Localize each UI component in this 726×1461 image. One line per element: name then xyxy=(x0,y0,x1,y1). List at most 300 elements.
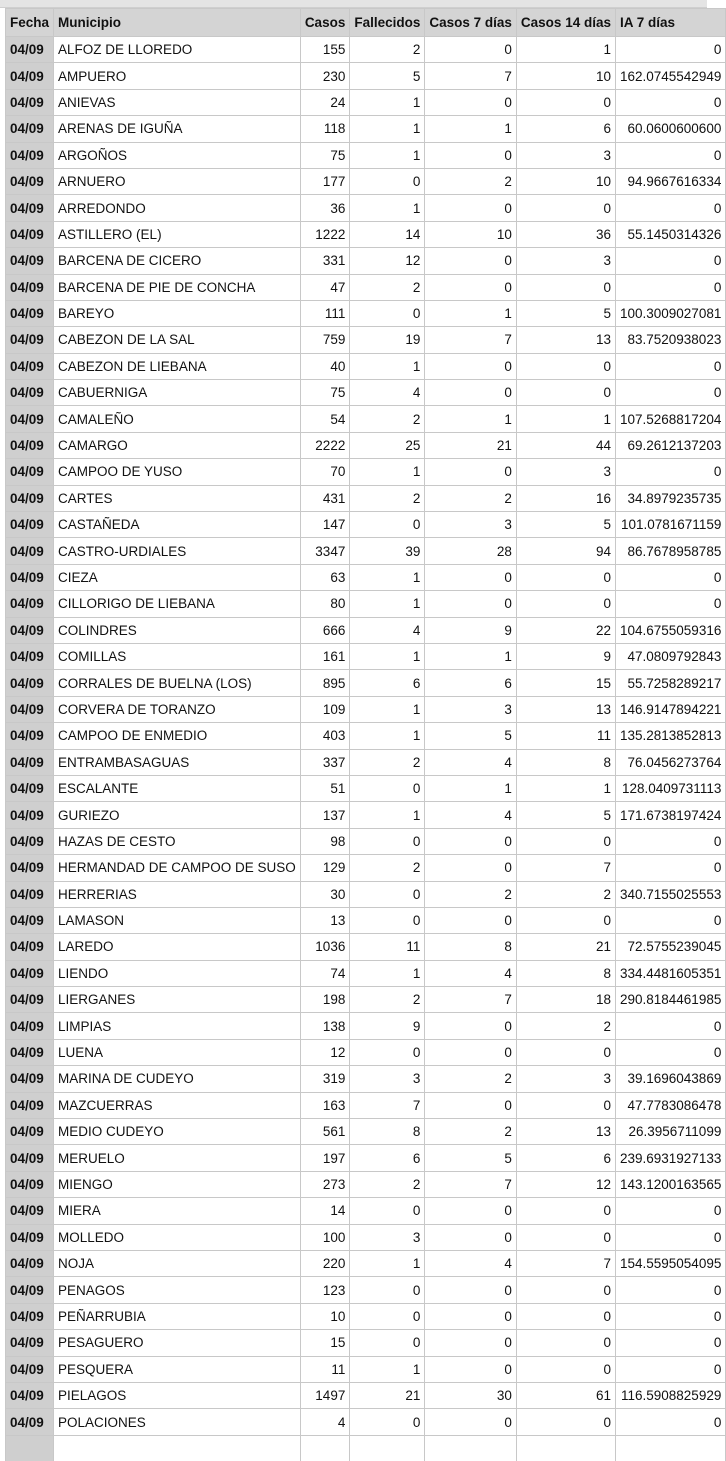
cell-casos-14-dias[interactable]: 2 xyxy=(516,1013,615,1039)
cell-casos-7-dias[interactable]: 2 xyxy=(425,1119,517,1145)
cell-casos-7-dias[interactable]: 3 xyxy=(425,512,517,538)
cell-fecha[interactable]: 04/09 xyxy=(6,406,54,432)
cell-casos-14-dias[interactable]: 0 xyxy=(516,274,615,300)
cell-casos[interactable]: 155 xyxy=(300,37,350,63)
header-casos[interactable]: Casos xyxy=(300,9,350,37)
cell-ia-7-dias[interactable]: 86.7678958785 xyxy=(615,538,725,564)
cell-fecha[interactable]: 04/09 xyxy=(6,934,54,960)
cell-municipio[interactable]: BARCENA DE PIE DE CONCHA xyxy=(54,274,301,300)
cell-fallecidos[interactable]: 1 xyxy=(350,960,425,986)
cell-casos[interactable]: 895 xyxy=(300,670,350,696)
cell-municipio[interactable]: CAMPOO DE ENMEDIO xyxy=(54,723,301,749)
cell-casos[interactable]: 98 xyxy=(300,828,350,854)
cell-casos-14-dias[interactable]: 0 xyxy=(516,591,615,617)
cell-fecha[interactable]: 04/09 xyxy=(6,432,54,458)
cell-casos-7-dias[interactable]: 28 xyxy=(425,538,517,564)
cell-fecha[interactable]: 04/09 xyxy=(6,274,54,300)
cell-casos-14-dias[interactable]: 22 xyxy=(516,617,615,643)
cell-fallecidos[interactable]: 2 xyxy=(350,274,425,300)
cell-casos-7-dias[interactable]: 0 xyxy=(425,353,517,379)
cell-municipio[interactable]: MOLLEDO xyxy=(54,1224,301,1250)
cell-casos-14-dias[interactable]: 3 xyxy=(516,248,615,274)
cell-casos[interactable]: 36 xyxy=(300,195,350,221)
cell-casos-14-dias[interactable]: 6 xyxy=(516,116,615,142)
cell-casos-14-dias[interactable]: 0 xyxy=(516,1277,615,1303)
cell-fallecidos[interactable]: 39 xyxy=(350,538,425,564)
cell-casos-7-dias[interactable]: 0 xyxy=(425,1013,517,1039)
cell-municipio[interactable]: ANIEVAS xyxy=(54,89,301,115)
cell-fecha[interactable]: 04/09 xyxy=(6,1382,54,1408)
cell-casos[interactable]: 111 xyxy=(300,300,350,326)
cell-casos-7-dias[interactable]: 1 xyxy=(425,300,517,326)
cell-casos[interactable]: 10 xyxy=(300,1303,350,1329)
cell-casos-7-dias[interactable]: 0 xyxy=(425,274,517,300)
cell-ia-7-dias[interactable]: 0 xyxy=(615,564,725,590)
cell-casos[interactable]: 3347 xyxy=(300,538,350,564)
cell-fallecidos[interactable]: 1 xyxy=(350,116,425,142)
cell-ia-7-dias[interactable]: 0 xyxy=(615,248,725,274)
cell-fecha[interactable]: 04/09 xyxy=(6,591,54,617)
cell-fallecidos[interactable]: 3 xyxy=(350,1224,425,1250)
cell-casos-14-dias[interactable]: 44 xyxy=(516,432,615,458)
cell-fallecidos[interactable]: 0 xyxy=(350,881,425,907)
cell-fallecidos[interactable]: 2 xyxy=(350,1171,425,1197)
cell-fecha[interactable]: 04/09 xyxy=(6,987,54,1013)
cell-casos-14-dias[interactable]: 0 xyxy=(516,1409,615,1435)
cell-casos-7-dias[interactable]: 9 xyxy=(425,617,517,643)
cell-casos-7-dias[interactable]: 2 xyxy=(425,485,517,511)
cell-ia-7-dias[interactable]: 162.0745542949 xyxy=(615,63,725,89)
cell-casos-7-dias[interactable]: 0 xyxy=(425,1330,517,1356)
cell-fecha[interactable]: 04/09 xyxy=(6,1224,54,1250)
cell-municipio[interactable]: CAMPOO DE YUSO xyxy=(54,459,301,485)
cell-municipio[interactable]: HERRERIAS xyxy=(54,881,301,907)
cell-casos[interactable]: 123 xyxy=(300,1277,350,1303)
cell-casos-7-dias[interactable]: 0 xyxy=(425,1198,517,1224)
cell-ia-7-dias[interactable]: 69.2612137203 xyxy=(615,432,725,458)
cell-casos-14-dias[interactable]: 11 xyxy=(516,723,615,749)
cell-casos[interactable]: 319 xyxy=(300,1066,350,1092)
cell-fallecidos[interactable]: 14 xyxy=(350,221,425,247)
cell-fecha[interactable]: 04/09 xyxy=(6,749,54,775)
cell-ia-7-dias[interactable]: 0 xyxy=(615,855,725,881)
cell-casos-14-dias[interactable]: 3 xyxy=(516,142,615,168)
cell-municipio[interactable]: CORVERA DE TORANZO xyxy=(54,696,301,722)
cell-municipio[interactable]: CASTRO-URDIALES xyxy=(54,538,301,564)
cell-fecha[interactable]: 04/09 xyxy=(6,37,54,63)
cell-casos-7-dias[interactable]: 5 xyxy=(425,723,517,749)
cell-municipio[interactable]: PESAGUERO xyxy=(54,1330,301,1356)
cell-municipio[interactable]: GURIEZO xyxy=(54,802,301,828)
cell-municipio[interactable]: MIENGO xyxy=(54,1171,301,1197)
cell-fallecidos[interactable]: 1 xyxy=(350,696,425,722)
cell-casos-14-dias[interactable]: 0 xyxy=(516,1330,615,1356)
cell-casos[interactable]: 63 xyxy=(300,564,350,590)
cell-casos-7-dias[interactable]: 4 xyxy=(425,960,517,986)
cell-casos[interactable]: 30 xyxy=(300,881,350,907)
cell-fallecidos[interactable]: 19 xyxy=(350,327,425,353)
cell-fecha[interactable]: 04/09 xyxy=(6,195,54,221)
cell-fecha[interactable]: 04/09 xyxy=(6,617,54,643)
cell-fallecidos[interactable]: 1 xyxy=(350,195,425,221)
cell-ia-7-dias[interactable]: 60.0600600600 xyxy=(615,116,725,142)
cell-municipio[interactable]: PESQUERA xyxy=(54,1356,301,1382)
cell-fecha[interactable]: 04/09 xyxy=(6,327,54,353)
cell-casos-14-dias[interactable]: 7 xyxy=(516,1250,615,1276)
cell-ia-7-dias[interactable]: 0 xyxy=(615,380,725,406)
cell-municipio[interactable]: CABEZON DE LA SAL xyxy=(54,327,301,353)
cell-casos-7-dias[interactable]: 0 xyxy=(425,459,517,485)
cell-casos[interactable]: 337 xyxy=(300,749,350,775)
cell-casos[interactable]: 11 xyxy=(300,1356,350,1382)
cell-municipio[interactable]: AMPUERO xyxy=(54,63,301,89)
cell-casos[interactable]: 666 xyxy=(300,617,350,643)
cell-ia-7-dias[interactable]: 0 xyxy=(615,1013,725,1039)
cell-fecha[interactable]: 04/09 xyxy=(6,1119,54,1145)
cell-ia-7-dias[interactable]: 0 xyxy=(615,1198,725,1224)
cell-casos-14-dias[interactable]: 0 xyxy=(516,380,615,406)
cell-ia-7-dias[interactable]: 26.3956711099 xyxy=(615,1119,725,1145)
cell-casos[interactable]: 54 xyxy=(300,406,350,432)
cell-casos[interactable]: 74 xyxy=(300,960,350,986)
header-ia-7-dias[interactable]: IA 7 días xyxy=(615,9,725,37)
cell-municipio[interactable]: CAMALEÑO xyxy=(54,406,301,432)
cell-casos-14-dias[interactable]: 0 xyxy=(516,1224,615,1250)
cell-fecha[interactable]: 04/09 xyxy=(6,1145,54,1171)
cell-casos-14-dias[interactable]: 7 xyxy=(516,855,615,881)
cell-ia-7-dias[interactable]: 0 xyxy=(615,89,725,115)
cell-municipio[interactable]: CABUERNIGA xyxy=(54,380,301,406)
cell-fecha[interactable]: 04/09 xyxy=(6,485,54,511)
cell-casos-7-dias[interactable]: 7 xyxy=(425,1171,517,1197)
cell-casos-14-dias[interactable]: 61 xyxy=(516,1382,615,1408)
cell-ia-7-dias[interactable]: 0 xyxy=(615,1224,725,1250)
cell-casos[interactable]: 24 xyxy=(300,89,350,115)
cell-fecha[interactable]: 04/09 xyxy=(6,802,54,828)
cell-casos-7-dias[interactable]: 21 xyxy=(425,432,517,458)
cell-municipio[interactable]: HERMANDAD DE CAMPOO DE SUSO xyxy=(54,855,301,881)
cell-casos-14-dias[interactable]: 15 xyxy=(516,670,615,696)
cell-ia-7-dias[interactable]: 334.4481605351 xyxy=(615,960,725,986)
cell-casos-14-dias[interactable]: 0 xyxy=(516,828,615,854)
cell-municipio[interactable]: LIMPIAS xyxy=(54,1013,301,1039)
cell-casos-7-dias[interactable]: 4 xyxy=(425,802,517,828)
cell-ia-7-dias[interactable]: 55.7258289217 xyxy=(615,670,725,696)
cell-municipio[interactable]: LUENA xyxy=(54,1039,301,1065)
cell-fecha[interactable]: 04/09 xyxy=(6,353,54,379)
cell-casos-14-dias[interactable]: 0 xyxy=(516,1198,615,1224)
cell-fallecidos[interactable]: 0 xyxy=(350,1277,425,1303)
cell-casos[interactable]: 14 xyxy=(300,1198,350,1224)
cell-municipio[interactable]: CORRALES DE BUELNA (LOS) xyxy=(54,670,301,696)
cell-casos-7-dias[interactable]: 0 xyxy=(425,142,517,168)
cell-fecha[interactable]: 04/09 xyxy=(6,1250,54,1276)
cell-casos[interactable]: 12 xyxy=(300,1039,350,1065)
cell-casos[interactable]: 75 xyxy=(300,142,350,168)
cell-municipio[interactable]: CABEZON DE LIEBANA xyxy=(54,353,301,379)
cell-fecha[interactable]: 04/09 xyxy=(6,380,54,406)
cell-municipio[interactable]: ASTILLERO (EL) xyxy=(54,221,301,247)
cell-ia-7-dias[interactable]: 239.6931927133 xyxy=(615,1145,725,1171)
cell-fallecidos[interactable]: 0 xyxy=(350,1330,425,1356)
cell-fallecidos[interactable]: 1 xyxy=(350,142,425,168)
cell-fecha[interactable]: 04/09 xyxy=(6,248,54,274)
cell-fallecidos[interactable]: 2 xyxy=(350,37,425,63)
cell-fallecidos[interactable]: 21 xyxy=(350,1382,425,1408)
cell-fecha[interactable]: 04/09 xyxy=(6,670,54,696)
cell-municipio[interactable]: ARNUERO xyxy=(54,168,301,194)
cell-casos-7-dias[interactable]: 1 xyxy=(425,406,517,432)
cell-casos[interactable]: 163 xyxy=(300,1092,350,1118)
cell-casos-14-dias[interactable]: 18 xyxy=(516,987,615,1013)
cell-municipio[interactable]: PIELAGOS xyxy=(54,1382,301,1408)
cell-fecha[interactable]: 04/09 xyxy=(6,1013,54,1039)
cell-ia-7-dias[interactable]: 0 xyxy=(615,1356,725,1382)
cell-casos-7-dias[interactable]: 10 xyxy=(425,221,517,247)
cell-municipio[interactable]: ARREDONDO xyxy=(54,195,301,221)
cell-casos-7-dias[interactable]: 0 xyxy=(425,1409,517,1435)
cell-casos-7-dias[interactable]: 4 xyxy=(425,1250,517,1276)
cell-casos-7-dias[interactable]: 0 xyxy=(425,1224,517,1250)
cell-fallecidos[interactable]: 0 xyxy=(350,512,425,538)
cell-ia-7-dias[interactable]: 0 xyxy=(615,353,725,379)
cell-casos-7-dias[interactable]: 7 xyxy=(425,327,517,353)
cell-casos-14-dias[interactable]: 10 xyxy=(516,63,615,89)
cell-fecha[interactable]: 04/09 xyxy=(6,1171,54,1197)
cell-fecha[interactable]: 04/09 xyxy=(6,1066,54,1092)
cell-ia-7-dias[interactable]: 47.0809792843 xyxy=(615,643,725,669)
cell-municipio[interactable]: LIENDO xyxy=(54,960,301,986)
cell-casos-7-dias[interactable]: 2 xyxy=(425,1066,517,1092)
cell-casos[interactable]: 198 xyxy=(300,987,350,1013)
cell-casos-14-dias[interactable]: 94 xyxy=(516,538,615,564)
cell-municipio[interactable]: BAREYO xyxy=(54,300,301,326)
cell-ia-7-dias[interactable]: 0 xyxy=(615,142,725,168)
cell-municipio[interactable]: MAZCUERRAS xyxy=(54,1092,301,1118)
cell-ia-7-dias[interactable]: 0 xyxy=(615,195,725,221)
cell-casos-7-dias[interactable]: 1 xyxy=(425,116,517,142)
cell-fallecidos[interactable]: 1 xyxy=(350,459,425,485)
cell-ia-7-dias[interactable]: 0 xyxy=(615,1277,725,1303)
cell-fallecidos[interactable]: 11 xyxy=(350,934,425,960)
cell-municipio[interactable]: PENAGOS xyxy=(54,1277,301,1303)
cell-casos[interactable]: 80 xyxy=(300,591,350,617)
cell-fecha[interactable]: 04/09 xyxy=(6,564,54,590)
cell-ia-7-dias[interactable]: 0 xyxy=(615,1303,725,1329)
cell-fallecidos[interactable]: 0 xyxy=(350,1198,425,1224)
cell-municipio[interactable]: LIERGANES xyxy=(54,987,301,1013)
cell-fallecidos[interactable]: 0 xyxy=(350,1039,425,1065)
cell-casos-7-dias[interactable]: 4 xyxy=(425,749,517,775)
cell-fecha[interactable]: 04/09 xyxy=(6,881,54,907)
cell-fecha[interactable]: 04/09 xyxy=(6,1356,54,1382)
cell-ia-7-dias[interactable]: 100.3009027081 xyxy=(615,300,725,326)
cell-fallecidos[interactable]: 2 xyxy=(350,749,425,775)
cell-casos-7-dias[interactable]: 0 xyxy=(425,855,517,881)
cell-casos[interactable]: 147 xyxy=(300,512,350,538)
cell-ia-7-dias[interactable]: 340.7155025553 xyxy=(615,881,725,907)
cell-fallecidos[interactable]: 4 xyxy=(350,380,425,406)
cell-fecha[interactable]: 04/09 xyxy=(6,512,54,538)
cell-casos-7-dias[interactable]: 0 xyxy=(425,1277,517,1303)
cell-ia-7-dias[interactable]: 76.0456273764 xyxy=(615,749,725,775)
cell-ia-7-dias[interactable]: 94.9667616334 xyxy=(615,168,725,194)
cell-casos-7-dias[interactable]: 7 xyxy=(425,987,517,1013)
cell-ia-7-dias[interactable]: 0 xyxy=(615,37,725,63)
cell-casos-14-dias[interactable]: 8 xyxy=(516,749,615,775)
cell-ia-7-dias[interactable]: 154.5595054095 xyxy=(615,1250,725,1276)
cell-fecha[interactable]: 04/09 xyxy=(6,1303,54,1329)
cell-ia-7-dias[interactable]: 143.1200163565 xyxy=(615,1171,725,1197)
cell-casos[interactable]: 1222 xyxy=(300,221,350,247)
cell-casos-14-dias[interactable]: 1 xyxy=(516,775,615,801)
cell-fallecidos[interactable]: 3 xyxy=(350,1066,425,1092)
cell-casos-7-dias[interactable]: 0 xyxy=(425,828,517,854)
cell-casos[interactable]: 51 xyxy=(300,775,350,801)
cell-casos[interactable]: 273 xyxy=(300,1171,350,1197)
cell-fallecidos[interactable]: 12 xyxy=(350,248,425,274)
cell-casos-7-dias[interactable]: 5 xyxy=(425,1145,517,1171)
cell-municipio[interactable]: MERUELO xyxy=(54,1145,301,1171)
cell-fallecidos[interactable]: 1 xyxy=(350,723,425,749)
cell-casos-7-dias[interactable]: 0 xyxy=(425,89,517,115)
cell-fallecidos[interactable]: 1 xyxy=(350,643,425,669)
cell-casos[interactable]: 177 xyxy=(300,168,350,194)
cell-fallecidos[interactable]: 5 xyxy=(350,63,425,89)
cell-casos-7-dias[interactable]: 2 xyxy=(425,168,517,194)
cell-fecha[interactable]: 04/09 xyxy=(6,907,54,933)
cell-casos-14-dias[interactable]: 0 xyxy=(516,195,615,221)
cell-municipio[interactable]: NOJA xyxy=(54,1250,301,1276)
cell-municipio[interactable]: LAMASON xyxy=(54,907,301,933)
cell-casos-14-dias[interactable]: 3 xyxy=(516,459,615,485)
cell-municipio[interactable]: PEÑARRUBIA xyxy=(54,1303,301,1329)
cell-ia-7-dias[interactable]: 128.0409731113 xyxy=(615,775,725,801)
cell-casos-7-dias[interactable]: 0 xyxy=(425,37,517,63)
cell-fecha[interactable]: 04/09 xyxy=(6,1409,54,1435)
cell-casos-14-dias[interactable]: 5 xyxy=(516,300,615,326)
header-fecha[interactable]: Fecha xyxy=(6,9,54,37)
cell-casos-14-dias[interactable]: 0 xyxy=(516,1356,615,1382)
cell-fecha[interactable]: 04/09 xyxy=(6,89,54,115)
cell-ia-7-dias[interactable]: 72.5755239045 xyxy=(615,934,725,960)
cell-fecha[interactable]: 04/09 xyxy=(6,300,54,326)
cell-municipio[interactable]: LAREDO xyxy=(54,934,301,960)
cell-fallecidos[interactable]: 2 xyxy=(350,406,425,432)
cell-municipio[interactable]: COMILLAS xyxy=(54,643,301,669)
cell-casos-7-dias[interactable]: 0 xyxy=(425,1039,517,1065)
cell-fecha[interactable]: 04/09 xyxy=(6,828,54,854)
cell-casos-14-dias[interactable]: 5 xyxy=(516,512,615,538)
cell-casos-14-dias[interactable]: 13 xyxy=(516,327,615,353)
cell-ia-7-dias[interactable]: 39.1696043869 xyxy=(615,1066,725,1092)
cell-fecha[interactable]: 04/09 xyxy=(6,775,54,801)
cell-casos[interactable]: 109 xyxy=(300,696,350,722)
cell-fecha[interactable]: 04/09 xyxy=(6,643,54,669)
cell-municipio[interactable]: ARGOÑOS xyxy=(54,142,301,168)
cell-casos-14-dias[interactable]: 0 xyxy=(516,907,615,933)
cell-fallecidos[interactable]: 0 xyxy=(350,828,425,854)
cell-fallecidos[interactable]: 0 xyxy=(350,775,425,801)
cell-fecha[interactable]: 04/09 xyxy=(6,63,54,89)
cell-casos-14-dias[interactable]: 1 xyxy=(516,406,615,432)
cell-fecha[interactable]: 04/09 xyxy=(6,855,54,881)
cell-casos[interactable]: 118 xyxy=(300,116,350,142)
cell-fallecidos[interactable]: 2 xyxy=(350,987,425,1013)
cell-fecha[interactable]: 04/09 xyxy=(6,960,54,986)
header-casos-7-dias[interactable]: Casos 7 días xyxy=(425,9,517,37)
cell-fecha[interactable]: 04/09 xyxy=(6,696,54,722)
cell-municipio[interactable]: POLACIONES xyxy=(54,1409,301,1435)
cell-casos-14-dias[interactable]: 0 xyxy=(516,89,615,115)
cell-municipio[interactable]: ENTRAMBASAGUAS xyxy=(54,749,301,775)
cell-casos[interactable]: 13 xyxy=(300,907,350,933)
cell-casos[interactable]: 47 xyxy=(300,274,350,300)
cell-municipio[interactable]: ALFOZ DE LLOREDO xyxy=(54,37,301,63)
cell-fallecidos[interactable]: 1 xyxy=(350,1356,425,1382)
cell-casos-7-dias[interactable]: 0 xyxy=(425,564,517,590)
cell-fallecidos[interactable]: 0 xyxy=(350,168,425,194)
cell-fallecidos[interactable]: 1 xyxy=(350,1250,425,1276)
cell-ia-7-dias[interactable]: 0 xyxy=(615,828,725,854)
cell-ia-7-dias[interactable]: 0 xyxy=(615,1039,725,1065)
cell-ia-7-dias[interactable]: 116.5908825929 xyxy=(615,1382,725,1408)
cell-ia-7-dias[interactable]: 104.6755059316 xyxy=(615,617,725,643)
cell-fallecidos[interactable]: 1 xyxy=(350,564,425,590)
cell-municipio[interactable]: BARCENA DE CICERO xyxy=(54,248,301,274)
cell-casos[interactable]: 70 xyxy=(300,459,350,485)
cell-fallecidos[interactable]: 25 xyxy=(350,432,425,458)
cell-municipio[interactable]: MIERA xyxy=(54,1198,301,1224)
header-fallecidos[interactable]: Fallecidos xyxy=(350,9,425,37)
cell-fallecidos[interactable]: 1 xyxy=(350,591,425,617)
cell-casos-14-dias[interactable]: 3 xyxy=(516,1066,615,1092)
cell-municipio[interactable]: ARENAS DE IGUÑA xyxy=(54,116,301,142)
cell-casos[interactable]: 759 xyxy=(300,327,350,353)
cell-ia-7-dias[interactable]: 47.7783086478 xyxy=(615,1092,725,1118)
cell-municipio[interactable]: CARTES xyxy=(54,485,301,511)
cell-ia-7-dias[interactable]: 135.2813852813 xyxy=(615,723,725,749)
cell-ia-7-dias[interactable]: 0 xyxy=(615,459,725,485)
cell-municipio[interactable]: CILLORIGO DE LIEBANA xyxy=(54,591,301,617)
cell-fallecidos[interactable]: 9 xyxy=(350,1013,425,1039)
cell-fallecidos[interactable]: 2 xyxy=(350,485,425,511)
cell-casos[interactable]: 4 xyxy=(300,1409,350,1435)
cell-municipio[interactable]: ESCALANTE xyxy=(54,775,301,801)
cell-fecha[interactable]: 04/09 xyxy=(6,168,54,194)
cell-ia-7-dias[interactable]: 0 xyxy=(615,274,725,300)
cell-casos-14-dias[interactable]: 2 xyxy=(516,881,615,907)
cell-fecha[interactable]: 04/09 xyxy=(6,142,54,168)
cell-fecha[interactable]: 04/09 xyxy=(6,723,54,749)
cell-casos[interactable]: 220 xyxy=(300,1250,350,1276)
cell-fallecidos[interactable]: 0 xyxy=(350,907,425,933)
cell-fallecidos[interactable]: 0 xyxy=(350,1303,425,1329)
cell-fecha[interactable]: 04/09 xyxy=(6,1092,54,1118)
cell-fecha[interactable]: 04/09 xyxy=(6,1198,54,1224)
cell-casos-14-dias[interactable]: 0 xyxy=(516,1039,615,1065)
cell-ia-7-dias[interactable]: 55.1450314326 xyxy=(615,221,725,247)
cell-casos-14-dias[interactable]: 13 xyxy=(516,696,615,722)
cell-fallecidos[interactable]: 6 xyxy=(350,670,425,696)
cell-ia-7-dias[interactable]: 34.8979235735 xyxy=(615,485,725,511)
cell-casos[interactable]: 431 xyxy=(300,485,350,511)
cell-casos-14-dias[interactable]: 36 xyxy=(516,221,615,247)
cell-casos[interactable]: 137 xyxy=(300,802,350,828)
cell-casos-14-dias[interactable]: 21 xyxy=(516,934,615,960)
cell-casos-14-dias[interactable]: 8 xyxy=(516,960,615,986)
cell-fecha[interactable]: 04/09 xyxy=(6,1277,54,1303)
